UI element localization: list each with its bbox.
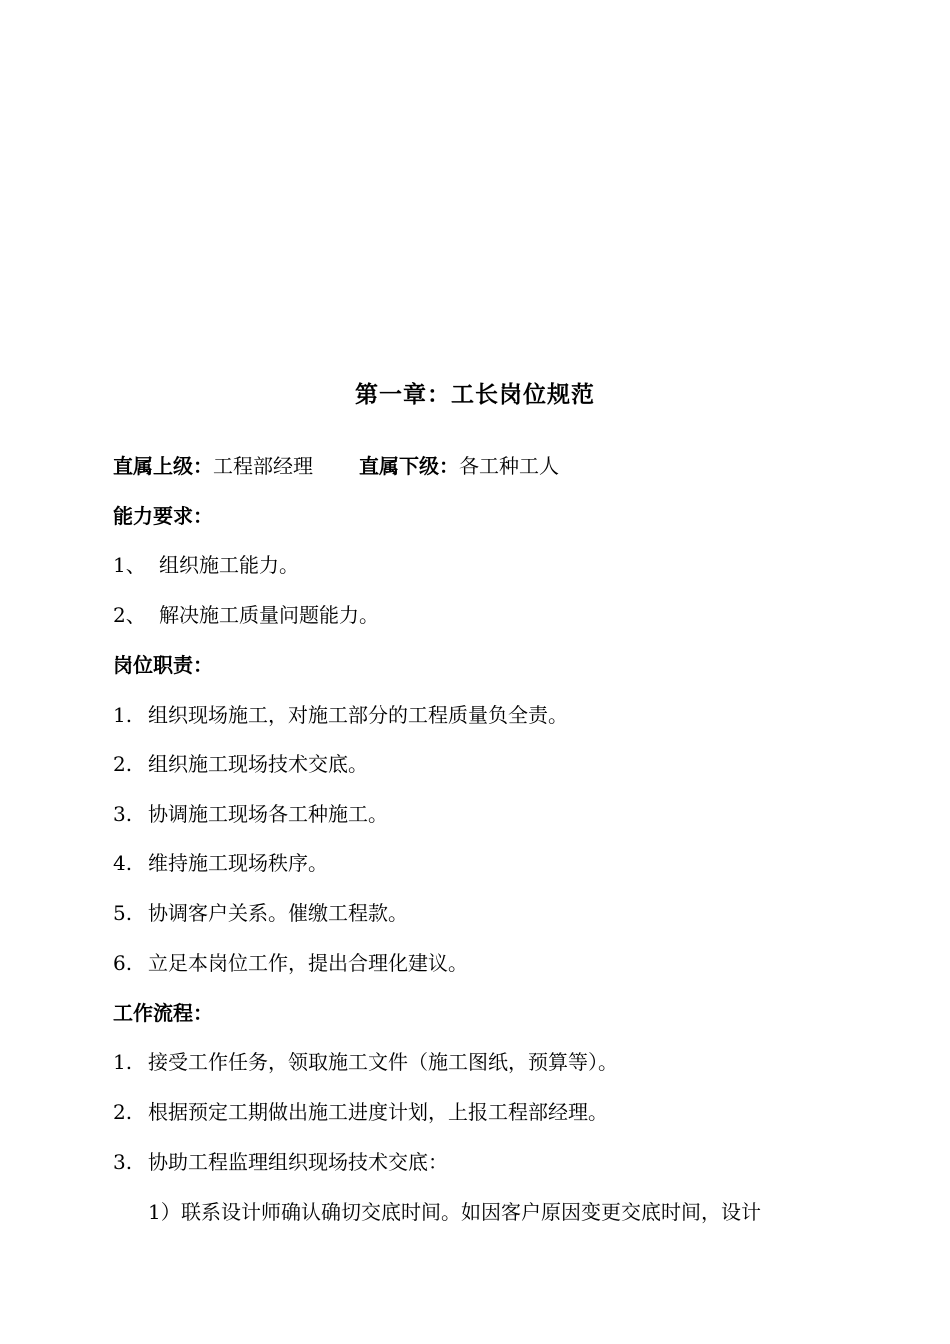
list-item — [113, 600, 379, 630]
subordinate-label: 直属下级： — [359, 454, 459, 478]
list-item — [113, 749, 368, 779]
chapter-title: 第一章：工长岗位规范 — [355, 381, 595, 408]
list-number: 2. — [113, 1100, 133, 1124]
list-number: 1. — [113, 703, 133, 727]
list-item — [113, 1147, 448, 1177]
list-item — [113, 1047, 618, 1077]
list-item — [113, 1097, 608, 1127]
list-text: 维持施工现场秩序。 — [148, 851, 328, 875]
list-text: 组织施工能力。 — [159, 553, 299, 577]
list-text: 解决施工质量问题能力。 — [159, 603, 379, 627]
sub-list-number: 1） — [148, 1200, 181, 1224]
list-number: 1、 — [113, 553, 146, 577]
list-item — [113, 948, 468, 978]
list-number: 1. — [113, 1050, 133, 1074]
list-text: 组织施工现场技术交底。 — [148, 752, 368, 776]
reporting-line — [113, 451, 559, 481]
list-number: 2. — [113, 752, 133, 776]
list-item — [113, 848, 328, 878]
subordinate-value: 各工种工人 — [459, 454, 559, 478]
list-number: 5. — [113, 901, 133, 925]
superior-label: 直属上级： — [113, 454, 213, 478]
list-number: 4. — [113, 851, 133, 875]
list-number: 6. — [113, 951, 133, 975]
list-text: 接受工作任务，领取施工文件（施工图纸，预算等）。 — [148, 1050, 618, 1074]
list-number: 2、 — [113, 603, 146, 627]
list-text: 根据预定工期做出施工进度计划，上报工程部经理。 — [148, 1100, 608, 1124]
list-item — [113, 700, 568, 730]
sub-list-item — [148, 1197, 761, 1227]
sub-list-text: 联系设计师确认确切交底时间。如因客户原因变更交底时间，设计 — [181, 1200, 761, 1224]
list-number: 3. — [113, 1150, 133, 1174]
duties-heading: 岗位职责： — [113, 653, 213, 677]
list-text: 立足本岗位工作，提出合理化建议。 — [148, 951, 468, 975]
list-item — [113, 799, 388, 829]
list-text: 协调客户关系。催缴工程款。 — [148, 901, 408, 925]
superior-value: 工程部经理 — [213, 454, 313, 478]
list-text: 协调施工现场各工种施工。 — [148, 802, 388, 826]
list-text: 组织现场施工，对施工部分的工程质量负全责。 — [148, 703, 568, 727]
ability-heading: 能力要求： — [113, 504, 213, 528]
list-item — [113, 898, 408, 928]
list-text: 协助工程监理组织现场技术交底： — [148, 1150, 448, 1174]
list-number: 3. — [113, 802, 133, 826]
list-item — [113, 550, 299, 580]
workflow-heading: 工作流程： — [113, 1001, 213, 1025]
